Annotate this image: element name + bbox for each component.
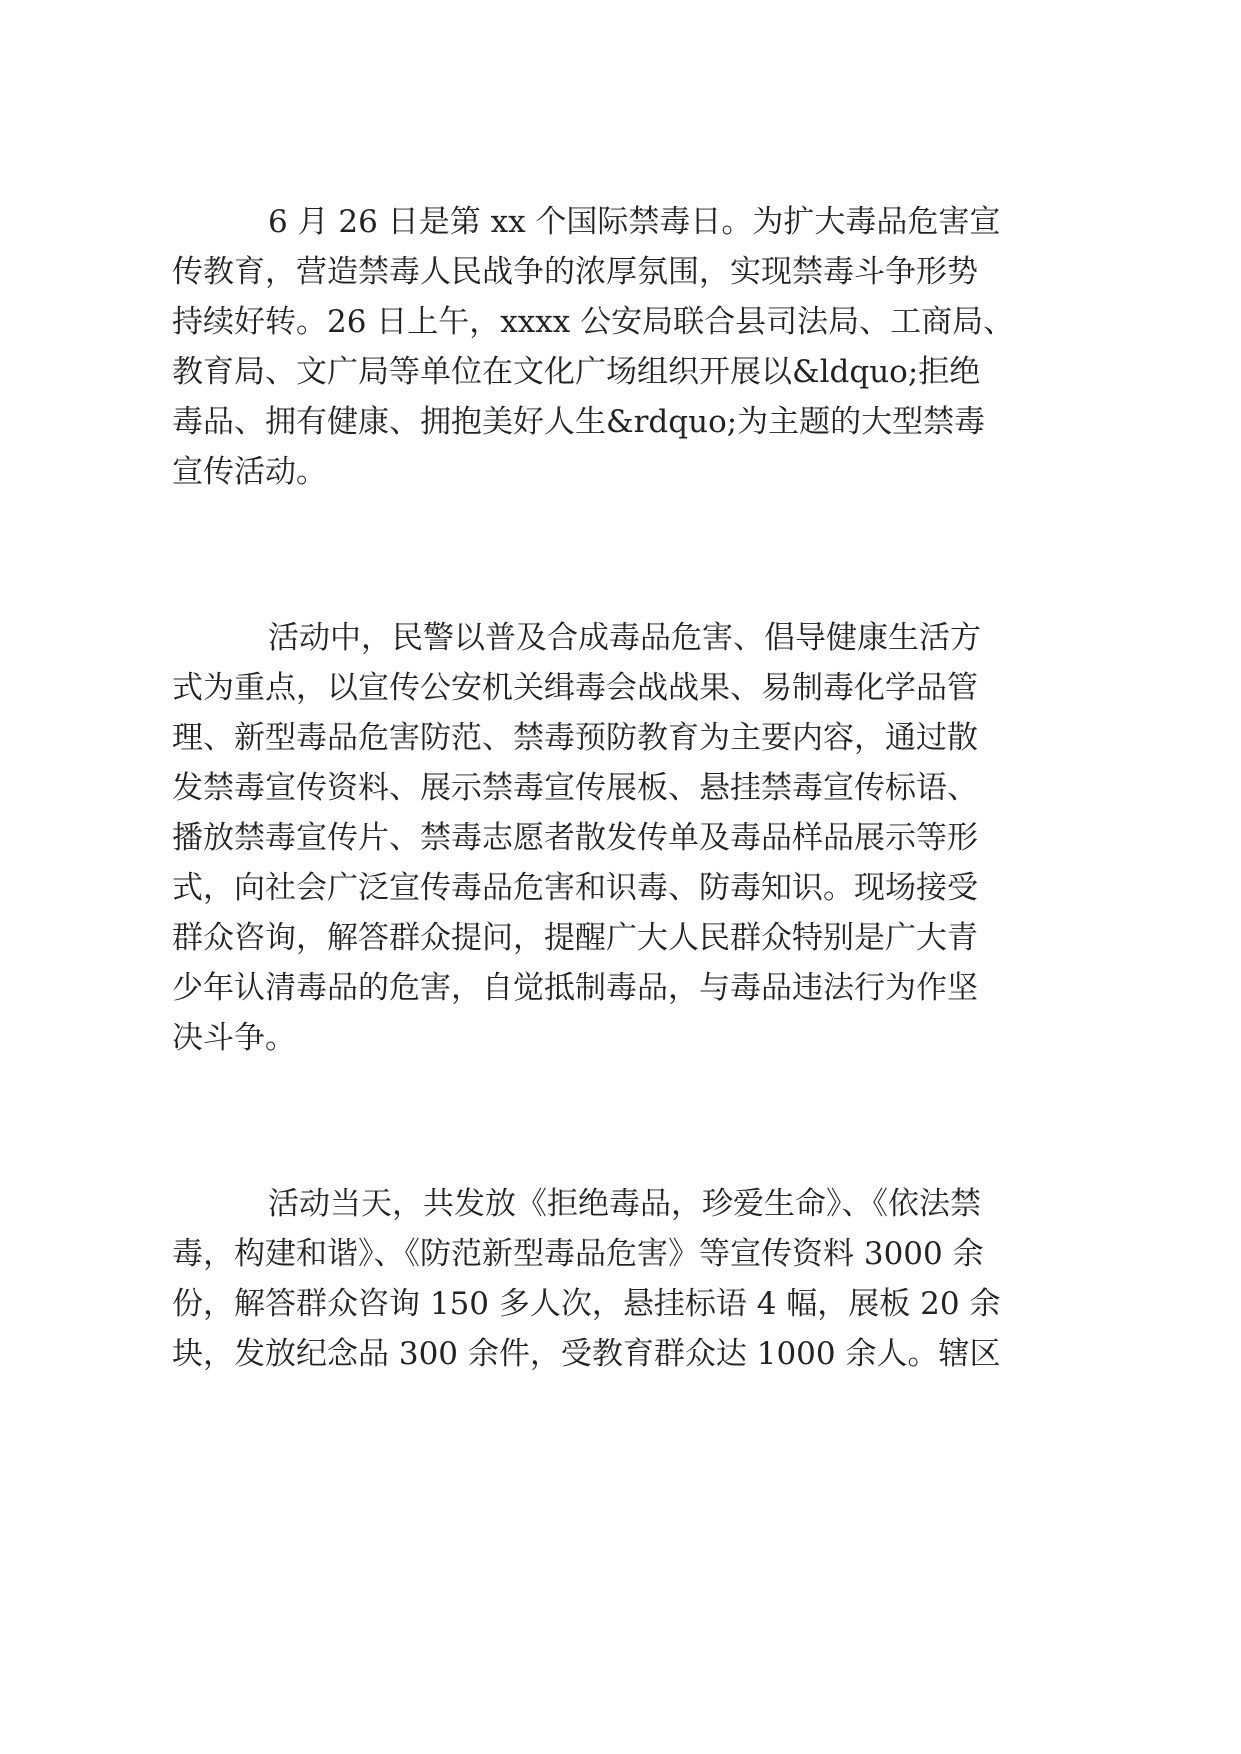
paragraph-1-line-5: 毒品、拥有健康、拥抱美好人生&rdquo;为主题的大型禁毒	[172, 404, 986, 440]
paragraph-1-line-2: 传教育，营造禁毒人民战争的浓厚氛围，实现禁毒斗争形势	[172, 254, 978, 290]
paragraph-2-line-3: 理、新型毒品危害防范、禁毒预防教育为主要内容，通过散	[172, 720, 978, 756]
paragraph-2-line-5: 播放禁毒宣传片、禁毒志愿者散发传单及毒品样品展示等形	[172, 820, 978, 856]
paragraph-2-line-8: 少年认清毒品的危害，自觉抵制毒品，与毒品违法行为作坚	[172, 970, 978, 1006]
paragraph-2-line-6: 式，向社会广泛宣传毒品危害和识毒、防毒知识。现场接受	[172, 870, 978, 906]
paragraph-2-line-1: 活动中，民警以普及合成毒品危害、倡导健康生活方	[268, 620, 981, 656]
paragraph-1-line-6: 宣传活动。	[172, 454, 327, 490]
paragraph-3-line-4: 块，发放纪念品 300 余件，受教育群众达 1000 余人。辖区	[172, 1336, 1001, 1372]
paragraph-3-line-1: 活动当天，共发放《拒绝毒品，珍爱生命》、《依法禁	[268, 1186, 981, 1222]
paragraph-3-line-3: 份，解答群众咨询 150 多人次，悬挂标语 4 幅，展板 20 余	[172, 1286, 1001, 1322]
paragraph-1-line-3: 持续好转。26 日上午，xxxx 公安局联合县司法局、工商局、	[172, 304, 1015, 340]
paragraph-2-line-9: 决斗争。	[172, 1020, 296, 1056]
paragraph-1-line-1: 6 月 26 日是第 xx 个国际禁毒日。为扩大毒品危害宣	[268, 204, 1001, 240]
paragraph-2-line-7: 群众咨询，解答群众提问，提醒广大人民群众特别是广大青	[172, 920, 978, 956]
paragraph-1-line-4: 教育局、文广局等单位在文化广场组织开展以&ldquo;拒绝	[172, 354, 981, 390]
paragraph-2-line-2: 式为重点，以宣传公安机关缉毒会战战果、易制毒化学品管	[172, 670, 978, 706]
paragraph-2-line-4: 发禁毒宣传资料、展示禁毒宣传展板、悬挂禁毒宣传标语、	[172, 770, 978, 806]
paragraph-3-line-2: 毒，构建和谐》、《防范新型毒品危害》等宣传资料 3000 余	[172, 1236, 984, 1272]
